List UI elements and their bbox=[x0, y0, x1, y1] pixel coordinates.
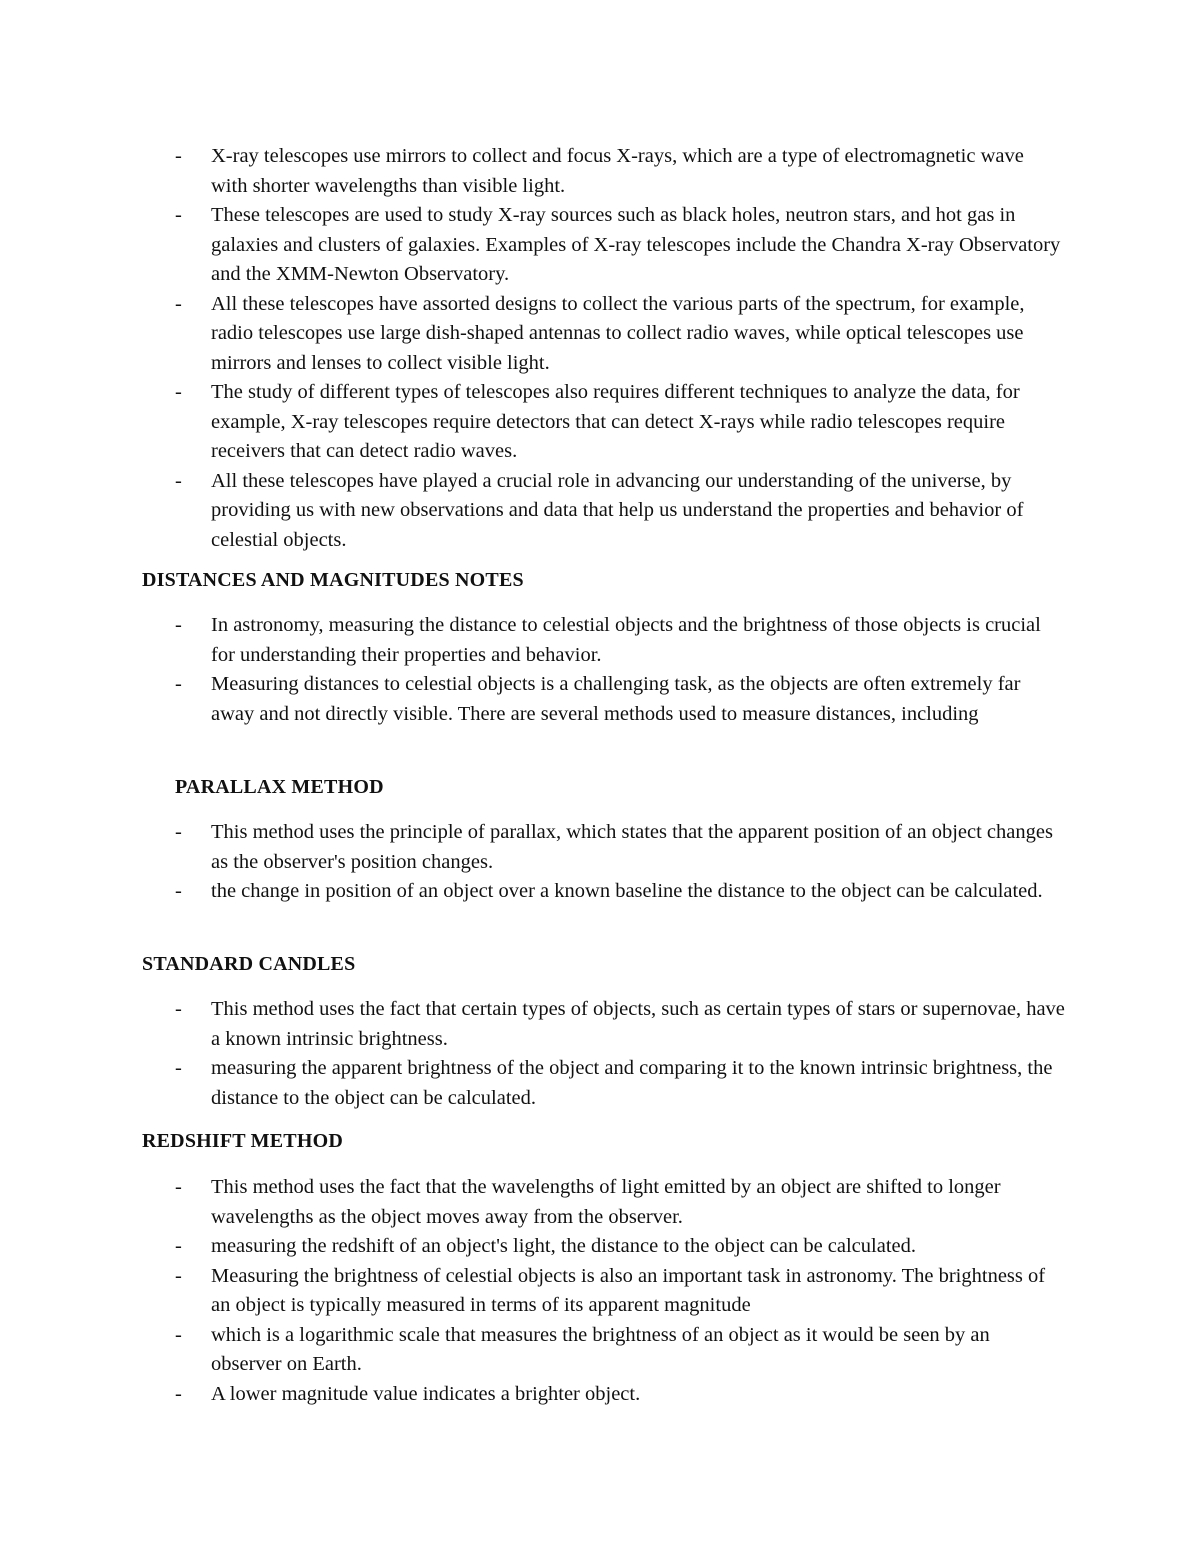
list-item-text: All these telescopes have assorted designs to collect the various parts of the spectrum, for example, radio telescopes use large dish-shaped antennas to collect radio waves, while optical telescopes use mirrors and lenses to collect visible light. bbox=[211, 292, 1025, 374]
bullet-dash: - bbox=[175, 381, 182, 403]
list-item-text: Measuring distances to celestial objects is a challenging task, as the objects are often extremely far away and not directly visible. There are several methods used to measure distances, including bbox=[211, 673, 1021, 725]
list-item bbox=[175, 467, 1065, 556]
list-item bbox=[175, 611, 1065, 670]
list-item-text: This method uses the fact that the wavelengths of light emitted by an object are shifted to longer wavelengths as the object moves away from the observer. bbox=[211, 1176, 1001, 1228]
bullet-dash: - bbox=[175, 821, 182, 843]
list-item-text: A lower magnitude value indicates a brighter object. bbox=[211, 1382, 641, 1405]
bullet-dash: - bbox=[175, 614, 182, 636]
list-item bbox=[175, 290, 1065, 379]
bullet-dash: - bbox=[175, 1235, 182, 1257]
xray-telescopes-list bbox=[175, 142, 1065, 555]
bullet-dash: - bbox=[175, 998, 182, 1020]
bullet-dash: - bbox=[175, 1057, 182, 1079]
list-item-text: which is a logarithmic scale that measures the brightness of an object as it would be seen by an observer on Earth. bbox=[211, 1323, 990, 1375]
list-item-text: X-ray telescopes use mirrors to collect and focus X-rays, which are a type of electromagnetic wave with shorter wavelengths than visible light. bbox=[211, 145, 1024, 197]
bullet-dash: - bbox=[175, 673, 182, 695]
parallax-list bbox=[175, 818, 1065, 907]
list-item bbox=[175, 877, 1065, 907]
bullet-dash: - bbox=[175, 1382, 182, 1405]
bullet-dash: - bbox=[175, 1264, 182, 1287]
list-item-text: This method uses the principle of parallax, which states that the apparent position of an object changes as the observer's position changes. bbox=[211, 821, 1053, 873]
bullet-dash: - bbox=[175, 1323, 182, 1346]
list-item-text: These telescopes are used to study X-ray sources such as black holes, neutron stars, and hot gas in galaxies and clusters of galaxies. Examples of X-ray telescopes include the Chandra X-ray Observatory and the XMM-Newton Observatory. bbox=[211, 204, 1061, 285]
list-item bbox=[175, 1321, 1065, 1380]
parallax-method-heading: PARALLAX METHOD bbox=[175, 776, 384, 798]
list-item bbox=[175, 670, 1065, 729]
list-item bbox=[175, 1380, 1065, 1410]
distances-magnitudes-heading: DISTANCES AND MAGNITUDES NOTES bbox=[142, 569, 524, 591]
list-item bbox=[175, 142, 1065, 201]
list-item-text: All these telescopes have played a crucial role in advancing our understanding of the universe, by providing us with new observations and data that help us understand the properties and behavior of celestial objects. bbox=[211, 469, 1024, 551]
list-item-text: measuring the apparent brightness of the object and comparing it to the known intrinsic brightness, the distance to the object can be calculated. bbox=[211, 1057, 1053, 1109]
bullet-dash: - bbox=[175, 880, 182, 902]
list-item bbox=[175, 378, 1065, 467]
list-item bbox=[175, 1054, 1065, 1113]
redshift-list bbox=[175, 1173, 1065, 1409]
list-item bbox=[175, 995, 1065, 1054]
list-item-text: In astronomy, measuring the distance to celestial objects and the brightness of those objects is crucial for understanding their properties and behavior. bbox=[211, 614, 1041, 666]
list-item bbox=[175, 1232, 1065, 1262]
list-item bbox=[175, 1262, 1065, 1321]
list-item bbox=[175, 1173, 1065, 1232]
redshift-method-heading: REDSHIFT METHOD bbox=[142, 1130, 343, 1152]
bullet-dash: - bbox=[175, 1176, 182, 1198]
bullet-dash: - bbox=[175, 145, 182, 167]
list-item bbox=[175, 818, 1065, 877]
list-item-text: the change in position of an object over a known baseline the distance to the object can be calculated. bbox=[211, 880, 1043, 902]
standard-candles-heading: STANDARD CANDLES bbox=[142, 953, 356, 975]
bullet-dash: - bbox=[175, 292, 182, 315]
list-item-text: measuring the redshift of an object's light, the distance to the object can be calculated. bbox=[211, 1235, 916, 1257]
bullet-dash: - bbox=[175, 469, 182, 492]
list-item-text: Measuring the brightness of celestial objects is also an important task in astronomy. The brightness of an object is typically measured in terms of its apparent magnitude bbox=[211, 1264, 1046, 1316]
list-item-text: This method uses the fact that certain types of objects, such as certain types of stars or supernovae, have a known intrinsic brightness. bbox=[211, 998, 1065, 1050]
standard-candles-list bbox=[175, 995, 1065, 1113]
bullet-dash: - bbox=[175, 204, 182, 226]
distances-list bbox=[175, 611, 1065, 729]
list-item-text: The study of different types of telescopes also requires different techniques to analyze the data, for example, X-ray telescopes require detectors that can detect X-rays while radio telescopes require receivers that can detect radio waves. bbox=[211, 381, 1020, 462]
list-item bbox=[175, 201, 1065, 290]
